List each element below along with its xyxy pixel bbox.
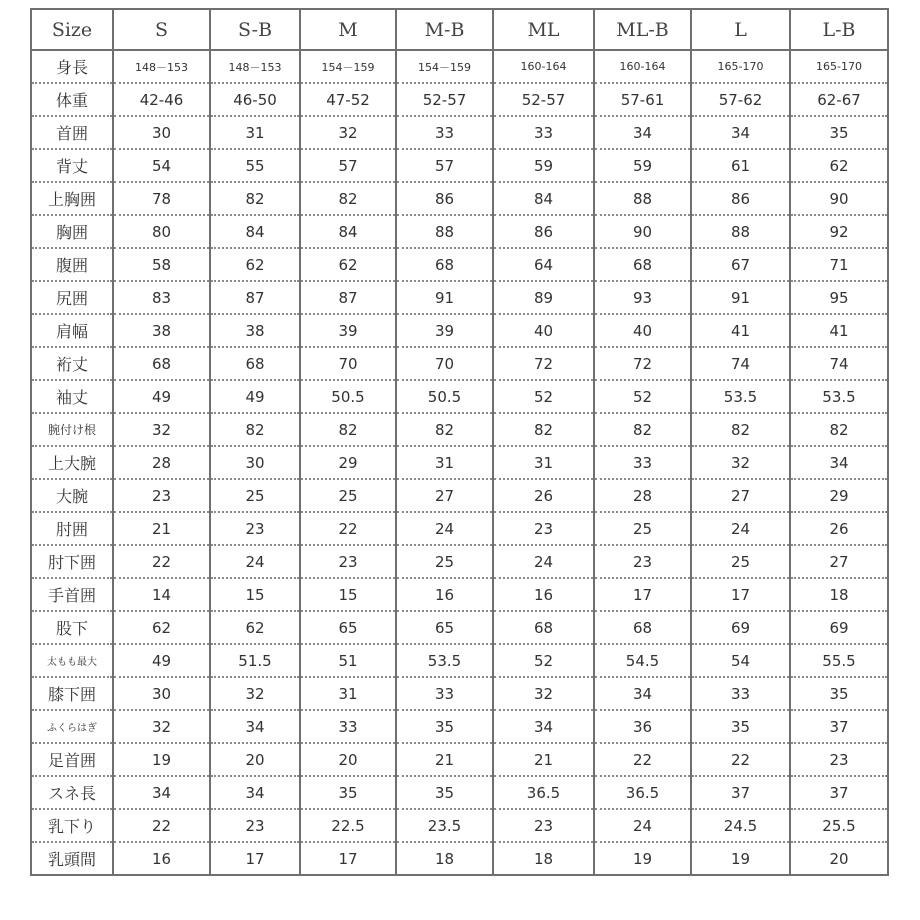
measurement-value: 17 bbox=[594, 578, 691, 611]
measurement-value: 68 bbox=[113, 347, 210, 380]
measurement-label: 裄丈 bbox=[31, 347, 113, 380]
measurement-value: 16 bbox=[493, 578, 594, 611]
measurement-value: 86 bbox=[493, 215, 594, 248]
measurement-value: 29 bbox=[300, 446, 396, 479]
measurement-value: 148－153 bbox=[113, 50, 210, 83]
measurement-value: 24 bbox=[396, 512, 493, 545]
measurement-value: 35 bbox=[691, 710, 790, 743]
measurement-value: 20 bbox=[300, 743, 396, 776]
measurement-value: 68 bbox=[594, 611, 691, 644]
measurement-label: 肩幅 bbox=[31, 314, 113, 347]
measurement-value: 35 bbox=[790, 116, 888, 149]
measurement-value: 62 bbox=[790, 149, 888, 182]
measurement-value: 82 bbox=[210, 182, 300, 215]
measurement-value: 54 bbox=[113, 149, 210, 182]
measurement-value: 68 bbox=[210, 347, 300, 380]
measurement-value: 68 bbox=[493, 611, 594, 644]
measurement-label: 足首囲 bbox=[31, 743, 113, 776]
measurement-value: 51 bbox=[300, 644, 396, 677]
measurement-label: 体重 bbox=[31, 83, 113, 116]
measurement-value: 27 bbox=[396, 479, 493, 512]
measurement-label: 上胸囲 bbox=[31, 182, 113, 215]
measurement-value: 39 bbox=[396, 314, 493, 347]
measurement-value: 46-50 bbox=[210, 83, 300, 116]
measurement-value: 24 bbox=[493, 545, 594, 578]
measurement-value: 72 bbox=[594, 347, 691, 380]
measurement-value: 26 bbox=[790, 512, 888, 545]
table-row bbox=[31, 776, 888, 809]
measurement-value: 59 bbox=[594, 149, 691, 182]
measurement-value: 34 bbox=[210, 710, 300, 743]
measurement-value: 17 bbox=[691, 578, 790, 611]
measurement-value: 31 bbox=[493, 446, 594, 479]
measurement-value: 33 bbox=[300, 710, 396, 743]
measurement-value: 55 bbox=[210, 149, 300, 182]
measurement-value: 65 bbox=[396, 611, 493, 644]
measurement-value: 160-164 bbox=[493, 50, 594, 83]
measurement-value: 70 bbox=[396, 347, 493, 380]
measurement-value: 29 bbox=[790, 479, 888, 512]
measurement-value: 52-57 bbox=[493, 83, 594, 116]
measurement-value: 31 bbox=[300, 677, 396, 710]
measurement-value: 27 bbox=[691, 479, 790, 512]
measurement-value: 32 bbox=[210, 677, 300, 710]
measurement-value: 33 bbox=[396, 677, 493, 710]
table-row bbox=[31, 116, 888, 149]
measurement-value: 40 bbox=[493, 314, 594, 347]
table-row bbox=[31, 710, 888, 743]
table-row bbox=[31, 677, 888, 710]
measurement-label: ふくらはぎ bbox=[31, 710, 113, 743]
measurement-value: 57-62 bbox=[691, 83, 790, 116]
measurement-value: 34 bbox=[493, 710, 594, 743]
size-column-header: L bbox=[691, 9, 790, 50]
measurement-value: 89 bbox=[493, 281, 594, 314]
measurement-value: 32 bbox=[300, 116, 396, 149]
measurement-value: 160-164 bbox=[594, 50, 691, 83]
measurement-value: 32 bbox=[113, 413, 210, 446]
measurement-value: 52-57 bbox=[396, 83, 493, 116]
measurement-value: 49 bbox=[210, 380, 300, 413]
measurement-value: 49 bbox=[113, 644, 210, 677]
measurement-value: 40 bbox=[594, 314, 691, 347]
measurement-value: 20 bbox=[790, 842, 888, 875]
measurement-label: 袖丈 bbox=[31, 380, 113, 413]
measurement-value: 22 bbox=[300, 512, 396, 545]
measurement-label: 股下 bbox=[31, 611, 113, 644]
measurement-value: 90 bbox=[790, 182, 888, 215]
measurement-label: 手首囲 bbox=[31, 578, 113, 611]
size-column-header: ML-B bbox=[594, 9, 691, 50]
measurement-value: 18 bbox=[493, 842, 594, 875]
measurement-value: 36.5 bbox=[594, 776, 691, 809]
measurement-value: 34 bbox=[594, 677, 691, 710]
measurement-label: スネ長 bbox=[31, 776, 113, 809]
measurement-label: 太もも最大 bbox=[31, 644, 113, 677]
measurement-value: 88 bbox=[594, 182, 691, 215]
measurement-value: 82 bbox=[300, 413, 396, 446]
measurement-value: 82 bbox=[594, 413, 691, 446]
table-row bbox=[31, 644, 888, 677]
measurement-label: 大腕 bbox=[31, 479, 113, 512]
size-corner-header: Size bbox=[31, 9, 113, 50]
table-row bbox=[31, 611, 888, 644]
table-row bbox=[31, 281, 888, 314]
measurement-value: 39 bbox=[300, 314, 396, 347]
measurement-value: 24 bbox=[691, 512, 790, 545]
measurement-value: 30 bbox=[113, 116, 210, 149]
measurement-value: 50.5 bbox=[300, 380, 396, 413]
measurement-value: 25 bbox=[594, 512, 691, 545]
measurement-value: 62 bbox=[300, 248, 396, 281]
table-header bbox=[31, 9, 888, 50]
measurement-value: 25 bbox=[691, 545, 790, 578]
measurement-value: 58 bbox=[113, 248, 210, 281]
measurement-value: 49 bbox=[113, 380, 210, 413]
measurement-label: 肘囲 bbox=[31, 512, 113, 545]
table-row bbox=[31, 215, 888, 248]
measurement-value: 15 bbox=[300, 578, 396, 611]
measurement-value: 80 bbox=[113, 215, 210, 248]
table-body bbox=[31, 50, 888, 875]
measurement-value: 19 bbox=[594, 842, 691, 875]
measurement-value: 52 bbox=[493, 644, 594, 677]
measurement-value: 67 bbox=[691, 248, 790, 281]
measurement-value: 72 bbox=[493, 347, 594, 380]
measurement-label: 乳下り bbox=[31, 809, 113, 842]
measurement-value: 52 bbox=[493, 380, 594, 413]
measurement-value: 21 bbox=[396, 743, 493, 776]
measurement-value: 62-67 bbox=[790, 83, 888, 116]
measurement-value: 23 bbox=[300, 545, 396, 578]
measurement-label: 乳頭間 bbox=[31, 842, 113, 875]
measurement-value: 92 bbox=[790, 215, 888, 248]
measurement-value: 23 bbox=[210, 809, 300, 842]
measurement-value: 68 bbox=[396, 248, 493, 281]
measurement-value: 84 bbox=[210, 215, 300, 248]
measurement-value: 22 bbox=[594, 743, 691, 776]
measurement-value: 65 bbox=[300, 611, 396, 644]
measurement-value: 20 bbox=[210, 743, 300, 776]
measurement-value: 69 bbox=[691, 611, 790, 644]
measurement-value: 84 bbox=[493, 182, 594, 215]
measurement-value: 34 bbox=[113, 776, 210, 809]
measurement-value: 165-170 bbox=[691, 50, 790, 83]
table-row bbox=[31, 413, 888, 446]
measurement-value: 51.5 bbox=[210, 644, 300, 677]
measurement-value: 15 bbox=[210, 578, 300, 611]
table-row bbox=[31, 743, 888, 776]
measurement-value: 53.5 bbox=[691, 380, 790, 413]
measurement-value: 17 bbox=[300, 842, 396, 875]
measurement-value: 82 bbox=[691, 413, 790, 446]
measurement-value: 19 bbox=[691, 842, 790, 875]
table-row bbox=[31, 809, 888, 842]
measurement-value: 62 bbox=[210, 248, 300, 281]
measurement-value: 31 bbox=[210, 116, 300, 149]
measurement-value: 37 bbox=[790, 710, 888, 743]
measurement-value: 37 bbox=[790, 776, 888, 809]
measurement-value: 54 bbox=[691, 644, 790, 677]
measurement-value: 23.5 bbox=[396, 809, 493, 842]
measurement-value: 47-52 bbox=[300, 83, 396, 116]
table-row bbox=[31, 446, 888, 479]
size-column-header: M-B bbox=[396, 9, 493, 50]
measurement-value: 148－153 bbox=[210, 50, 300, 83]
measurement-value: 59 bbox=[493, 149, 594, 182]
measurement-value: 57 bbox=[396, 149, 493, 182]
measurement-value: 74 bbox=[790, 347, 888, 380]
measurement-value: 71 bbox=[790, 248, 888, 281]
measurement-value: 23 bbox=[113, 479, 210, 512]
measurement-value: 30 bbox=[210, 446, 300, 479]
measurement-value: 21 bbox=[113, 512, 210, 545]
measurement-value: 82 bbox=[493, 413, 594, 446]
measurement-value: 95 bbox=[790, 281, 888, 314]
measurement-value: 22 bbox=[691, 743, 790, 776]
measurement-value: 33 bbox=[396, 116, 493, 149]
measurement-value: 24.5 bbox=[691, 809, 790, 842]
measurement-value: 61 bbox=[691, 149, 790, 182]
measurement-value: 74 bbox=[691, 347, 790, 380]
size-column-header: ML bbox=[493, 9, 594, 50]
measurement-value: 31 bbox=[396, 446, 493, 479]
size-column-header: M bbox=[300, 9, 396, 50]
measurement-value: 35 bbox=[396, 776, 493, 809]
measurement-label: 膝下囲 bbox=[31, 677, 113, 710]
measurement-value: 55.5 bbox=[790, 644, 888, 677]
measurement-value: 57-61 bbox=[594, 83, 691, 116]
measurement-value: 91 bbox=[691, 281, 790, 314]
size-chart-table bbox=[30, 8, 889, 876]
table-row bbox=[31, 545, 888, 578]
measurement-label: 尻囲 bbox=[31, 281, 113, 314]
measurement-value: 82 bbox=[396, 413, 493, 446]
measurement-value: 23 bbox=[210, 512, 300, 545]
measurement-value: 22.5 bbox=[300, 809, 396, 842]
measurement-value: 154－159 bbox=[300, 50, 396, 83]
measurement-value: 88 bbox=[691, 215, 790, 248]
measurement-value: 36 bbox=[594, 710, 691, 743]
measurement-value: 35 bbox=[396, 710, 493, 743]
measurement-value: 53.5 bbox=[790, 380, 888, 413]
measurement-value: 165-170 bbox=[790, 50, 888, 83]
measurement-value: 86 bbox=[396, 182, 493, 215]
measurement-value: 23 bbox=[790, 743, 888, 776]
measurement-label: 身長 bbox=[31, 50, 113, 83]
measurement-value: 87 bbox=[300, 281, 396, 314]
measurement-value: 16 bbox=[396, 578, 493, 611]
measurement-value: 62 bbox=[113, 611, 210, 644]
measurement-value: 78 bbox=[113, 182, 210, 215]
table-row bbox=[31, 347, 888, 380]
measurement-value: 62 bbox=[210, 611, 300, 644]
measurement-value: 86 bbox=[691, 182, 790, 215]
table-row bbox=[31, 83, 888, 116]
measurement-value: 32 bbox=[493, 677, 594, 710]
measurement-value: 38 bbox=[113, 314, 210, 347]
measurement-value: 16 bbox=[113, 842, 210, 875]
measurement-value: 34 bbox=[790, 446, 888, 479]
measurement-value: 27 bbox=[790, 545, 888, 578]
measurement-value: 154－159 bbox=[396, 50, 493, 83]
size-column-header: L-B bbox=[790, 9, 888, 50]
measurement-label: 肘下囲 bbox=[31, 545, 113, 578]
measurement-value: 23 bbox=[493, 512, 594, 545]
measurement-value: 37 bbox=[691, 776, 790, 809]
measurement-value: 14 bbox=[113, 578, 210, 611]
table-row bbox=[31, 842, 888, 875]
measurement-value: 90 bbox=[594, 215, 691, 248]
measurement-value: 22 bbox=[113, 809, 210, 842]
measurement-value: 41 bbox=[790, 314, 888, 347]
table-row bbox=[31, 479, 888, 512]
header-row bbox=[31, 9, 888, 50]
measurement-value: 18 bbox=[396, 842, 493, 875]
table-row bbox=[31, 314, 888, 347]
measurement-value: 34 bbox=[691, 116, 790, 149]
measurement-value: 52 bbox=[594, 380, 691, 413]
measurement-value: 25.5 bbox=[790, 809, 888, 842]
measurement-value: 91 bbox=[396, 281, 493, 314]
measurement-value: 33 bbox=[594, 446, 691, 479]
measurement-label: 背丈 bbox=[31, 149, 113, 182]
measurement-value: 30 bbox=[113, 677, 210, 710]
measurement-value: 19 bbox=[113, 743, 210, 776]
size-column-header: S-B bbox=[210, 9, 300, 50]
measurement-value: 17 bbox=[210, 842, 300, 875]
measurement-value: 28 bbox=[594, 479, 691, 512]
table-row bbox=[31, 380, 888, 413]
measurement-value: 21 bbox=[493, 743, 594, 776]
measurement-value: 32 bbox=[113, 710, 210, 743]
measurement-value: 54.5 bbox=[594, 644, 691, 677]
table-row bbox=[31, 182, 888, 215]
table-row bbox=[31, 50, 888, 83]
size-column-header: S bbox=[113, 9, 210, 50]
measurement-value: 87 bbox=[210, 281, 300, 314]
table-row bbox=[31, 248, 888, 281]
measurement-value: 93 bbox=[594, 281, 691, 314]
measurement-value: 23 bbox=[493, 809, 594, 842]
measurement-value: 24 bbox=[594, 809, 691, 842]
measurement-value: 34 bbox=[594, 116, 691, 149]
measurement-value: 84 bbox=[300, 215, 396, 248]
measurement-value: 35 bbox=[790, 677, 888, 710]
measurement-value: 22 bbox=[113, 545, 210, 578]
measurement-value: 41 bbox=[691, 314, 790, 347]
measurement-label: 首囲 bbox=[31, 116, 113, 149]
measurement-value: 25 bbox=[396, 545, 493, 578]
measurement-label: 胸囲 bbox=[31, 215, 113, 248]
measurement-value: 57 bbox=[300, 149, 396, 182]
measurement-label: 上大腕 bbox=[31, 446, 113, 479]
measurement-value: 38 bbox=[210, 314, 300, 347]
measurement-value: 28 bbox=[113, 446, 210, 479]
measurement-value: 88 bbox=[396, 215, 493, 248]
measurement-value: 23 bbox=[594, 545, 691, 578]
measurement-value: 68 bbox=[594, 248, 691, 281]
measurement-value: 82 bbox=[790, 413, 888, 446]
measurement-value: 32 bbox=[691, 446, 790, 479]
measurement-value: 64 bbox=[493, 248, 594, 281]
measurement-value: 24 bbox=[210, 545, 300, 578]
measurement-value: 82 bbox=[210, 413, 300, 446]
measurement-value: 35 bbox=[300, 776, 396, 809]
measurement-value: 25 bbox=[210, 479, 300, 512]
measurement-value: 69 bbox=[790, 611, 888, 644]
measurement-value: 42-46 bbox=[113, 83, 210, 116]
measurement-value: 33 bbox=[691, 677, 790, 710]
table-row bbox=[31, 512, 888, 545]
measurement-value: 33 bbox=[493, 116, 594, 149]
measurement-value: 36.5 bbox=[493, 776, 594, 809]
measurement-label: 腹囲 bbox=[31, 248, 113, 281]
measurement-value: 18 bbox=[790, 578, 888, 611]
measurement-value: 82 bbox=[300, 182, 396, 215]
measurement-value: 25 bbox=[300, 479, 396, 512]
measurement-value: 50.5 bbox=[396, 380, 493, 413]
measurement-value: 70 bbox=[300, 347, 396, 380]
table-row bbox=[31, 578, 888, 611]
measurement-label: 腕付け根 bbox=[31, 413, 113, 446]
measurement-value: 53.5 bbox=[396, 644, 493, 677]
measurement-value: 83 bbox=[113, 281, 210, 314]
measurement-value: 34 bbox=[210, 776, 300, 809]
table-row bbox=[31, 149, 888, 182]
measurement-value: 26 bbox=[493, 479, 594, 512]
